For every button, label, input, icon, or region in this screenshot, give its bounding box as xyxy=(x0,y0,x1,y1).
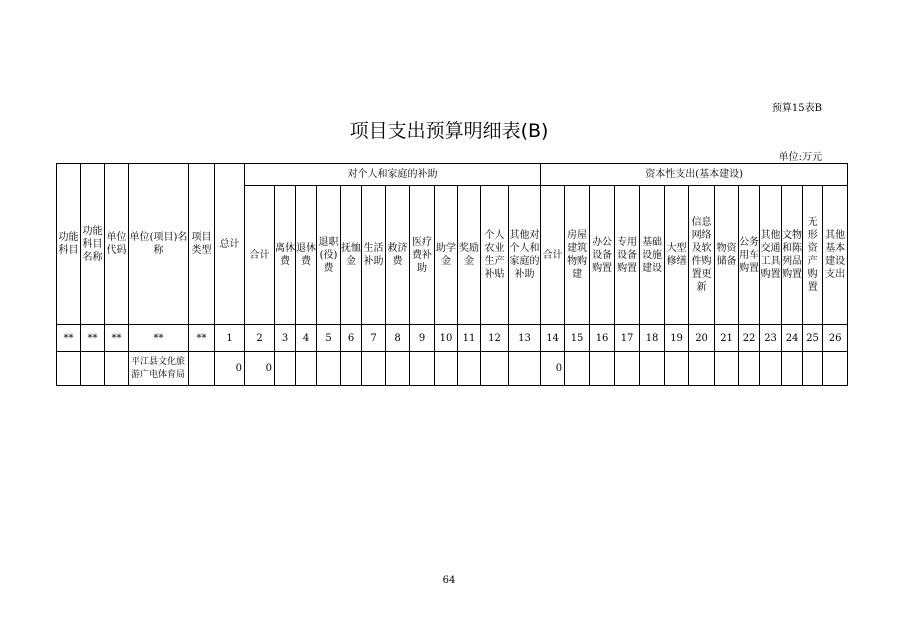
header-capital-item: 房屋建筑物购建 xyxy=(565,186,590,325)
cell-project-type xyxy=(189,352,215,386)
header-capital-item: 基础设施建设 xyxy=(640,186,665,325)
cell-empty xyxy=(615,352,640,386)
header-total: 总计 xyxy=(215,164,245,325)
cell-empty xyxy=(823,352,848,386)
index-number: 23 xyxy=(760,325,782,352)
index-number: 14 xyxy=(541,325,565,352)
index-number: 1 xyxy=(215,325,245,352)
index-number: 10 xyxy=(435,325,458,352)
header-unit-code: 单位代码 xyxy=(105,164,129,325)
cell-empty xyxy=(341,352,362,386)
index-number: 18 xyxy=(640,325,665,352)
index-number: 16 xyxy=(590,325,615,352)
cell-unit-name: 平江县文化旅游广电体育局 xyxy=(129,352,189,386)
index-number: 8 xyxy=(386,325,410,352)
header-personal-item: 救济费 xyxy=(386,186,410,325)
index-stars: ** xyxy=(105,325,129,352)
header-capital-item: 其他基本建设支出 xyxy=(823,186,848,325)
index-number: 17 xyxy=(615,325,640,352)
index-number: 5 xyxy=(317,325,341,352)
cell-empty xyxy=(803,352,823,386)
header-capital-item: 文物和陈列品购置 xyxy=(782,186,803,325)
cell-empty xyxy=(689,352,715,386)
cell-empty xyxy=(317,352,341,386)
index-number: 9 xyxy=(410,325,435,352)
cell-total: 0 xyxy=(215,352,245,386)
header-personal-item: 退职(役)费 xyxy=(317,186,341,325)
header-capital-item: 专用设备购置 xyxy=(615,186,640,325)
header-func-code: 功能科目 xyxy=(57,164,81,325)
header-personal-item: 抚恤金 xyxy=(341,186,362,325)
index-number: 22 xyxy=(739,325,760,352)
header-capital-item: 无形资产购置 xyxy=(803,186,823,325)
cell-empty xyxy=(782,352,803,386)
index-number: 7 xyxy=(362,325,386,352)
form-number: 预算15表B xyxy=(771,103,822,114)
header-project-type: 项目类型 xyxy=(189,164,215,325)
index-number: 25 xyxy=(803,325,823,352)
cell-empty xyxy=(665,352,689,386)
cell-unit-code xyxy=(105,352,129,386)
budget-table xyxy=(56,163,848,386)
cell-empty xyxy=(296,352,317,386)
cell-empty xyxy=(565,352,590,386)
index-stars: ** xyxy=(129,325,189,352)
header-capital-item: 其他交通工具购置 xyxy=(760,186,782,325)
cell-empty xyxy=(590,352,615,386)
header-personal-item: 助学金 xyxy=(435,186,458,325)
index-row xyxy=(57,325,848,352)
header-personal-item: 生活补助 xyxy=(362,186,386,325)
header-group-personal: 对个人和家庭的补助 xyxy=(245,164,541,186)
index-number: 26 xyxy=(823,325,848,352)
table-row xyxy=(57,352,848,386)
index-number: 24 xyxy=(782,325,803,352)
index-number: 15 xyxy=(565,325,590,352)
index-number: 19 xyxy=(665,325,689,352)
cell-empty xyxy=(410,352,435,386)
cell-empty xyxy=(362,352,386,386)
index-number: 4 xyxy=(296,325,317,352)
header-personal-item: 奖励金 xyxy=(458,186,481,325)
header-capital-total: 合计 xyxy=(541,186,565,325)
cell-empty xyxy=(739,352,760,386)
cell-empty xyxy=(760,352,782,386)
header-capital-item: 信息网络及软件购置更新 xyxy=(689,186,715,325)
index-number: 6 xyxy=(341,325,362,352)
index-number: 3 xyxy=(275,325,296,352)
cell-empty xyxy=(509,352,541,386)
unit-label: 单位:万元 xyxy=(778,152,822,163)
cell-empty xyxy=(715,352,739,386)
index-number: 21 xyxy=(715,325,739,352)
header-personal-item: 个人农业生产补贴 xyxy=(481,186,509,325)
header-personal-total: 合计 xyxy=(245,186,275,325)
header-group-capital: 资本性支出(基本建设) xyxy=(541,164,848,186)
cell-empty xyxy=(481,352,509,386)
cell-empty xyxy=(386,352,410,386)
header-func-name: 功能科目名称 xyxy=(81,164,105,325)
index-stars: ** xyxy=(189,325,215,352)
cell-empty xyxy=(435,352,458,386)
cell-empty xyxy=(640,352,665,386)
index-stars: ** xyxy=(81,325,105,352)
header-unit-name: 单位(项目)名称 xyxy=(129,164,189,325)
index-number: 13 xyxy=(509,325,541,352)
index-number: 2 xyxy=(245,325,275,352)
index-number: 11 xyxy=(458,325,481,352)
index-number: 12 xyxy=(481,325,509,352)
page-number: 64 xyxy=(442,575,456,586)
cell-empty xyxy=(275,352,296,386)
header-capital-item: 物资储备 xyxy=(715,186,739,325)
cell-func-name xyxy=(81,352,105,386)
header-capital-item: 大型修缮 xyxy=(665,186,689,325)
cell-func-code xyxy=(57,352,81,386)
header-row-groups xyxy=(57,164,848,186)
page-title: 项目支出预算明细表(B) xyxy=(349,120,549,142)
header-capital-item: 公务用车购置 xyxy=(739,186,760,325)
header-capital-item: 办公设备购置 xyxy=(590,186,615,325)
header-personal-item: 医疗费补助 xyxy=(410,186,435,325)
header-personal-item: 离休费 xyxy=(275,186,296,325)
header-personal-item: 其他对个人和家庭的补助 xyxy=(509,186,541,325)
index-stars: ** xyxy=(57,325,81,352)
cell-empty xyxy=(458,352,481,386)
header-personal-item: 退休费 xyxy=(296,186,317,325)
index-number: 20 xyxy=(689,325,715,352)
cell-personal-total: 0 xyxy=(245,352,275,386)
cell-capital-total: 0 xyxy=(541,352,565,386)
